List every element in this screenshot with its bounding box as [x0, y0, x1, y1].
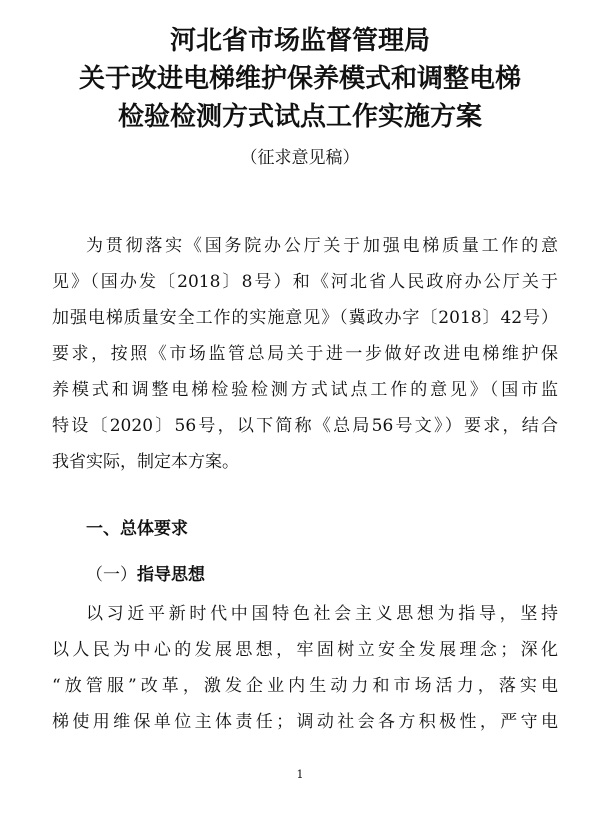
subsection-heading: [86, 560, 205, 590]
guiding-line-2: 以人民为中心的发展思想，牢固树立安全发展理念；深化: [52, 640, 558, 660]
document-title: [0, 22, 600, 136]
document-subtitle: （征求意见稿）: [240, 148, 360, 168]
intro-line-4: 要求，按照《市场监管总局关于进一步做好改进电梯维护保: [52, 344, 558, 364]
intro-line-3: 加强电梯质量安全工作的实施意见》（冀政办字〔2018〕42号）: [52, 308, 558, 328]
section-heading: 一、总体要求: [86, 519, 188, 539]
guiding-line-3: “放管服”改革，激发企业内生动力和市场活力，落实电: [52, 676, 558, 696]
guiding-line-4: 梯使用维保单位主体责任；调动社会各方积极性，严守电: [52, 712, 558, 732]
subsection-number: （一）: [86, 565, 137, 585]
intro-line-2: 见》（国办发〔2018〕8号）和《河北省人民政府办公厅关于: [52, 272, 558, 292]
intro-line-1: 为贯彻落实《国务院办公厅关于加强电梯质量工作的意: [86, 236, 558, 256]
intro-paragraph: [52, 228, 558, 480]
guiding-paragraph: [52, 596, 558, 740]
intro-line-5: 养模式和调整电梯检验检测方式试点工作的意见》（国市监: [52, 380, 558, 400]
subsection-title: 指导思想: [137, 565, 205, 585]
title-line-1: 河北省市场监督管理局: [169, 26, 430, 56]
page-number: 1: [296, 768, 304, 781]
title-line-2: 关于改进电梯维护保养模式和调整电梯: [78, 64, 521, 94]
guiding-line-1: 以习近平新时代中国特色社会主义思想为指导，坚持: [86, 604, 558, 624]
intro-line-6: 特设〔2020〕56号，以下简称《总局56号文》）要求，结合: [52, 416, 558, 436]
intro-line-7: 我省实际，制定本方案。: [52, 452, 239, 472]
title-line-3: 检验检测方式试点工作实施方案: [117, 102, 482, 132]
